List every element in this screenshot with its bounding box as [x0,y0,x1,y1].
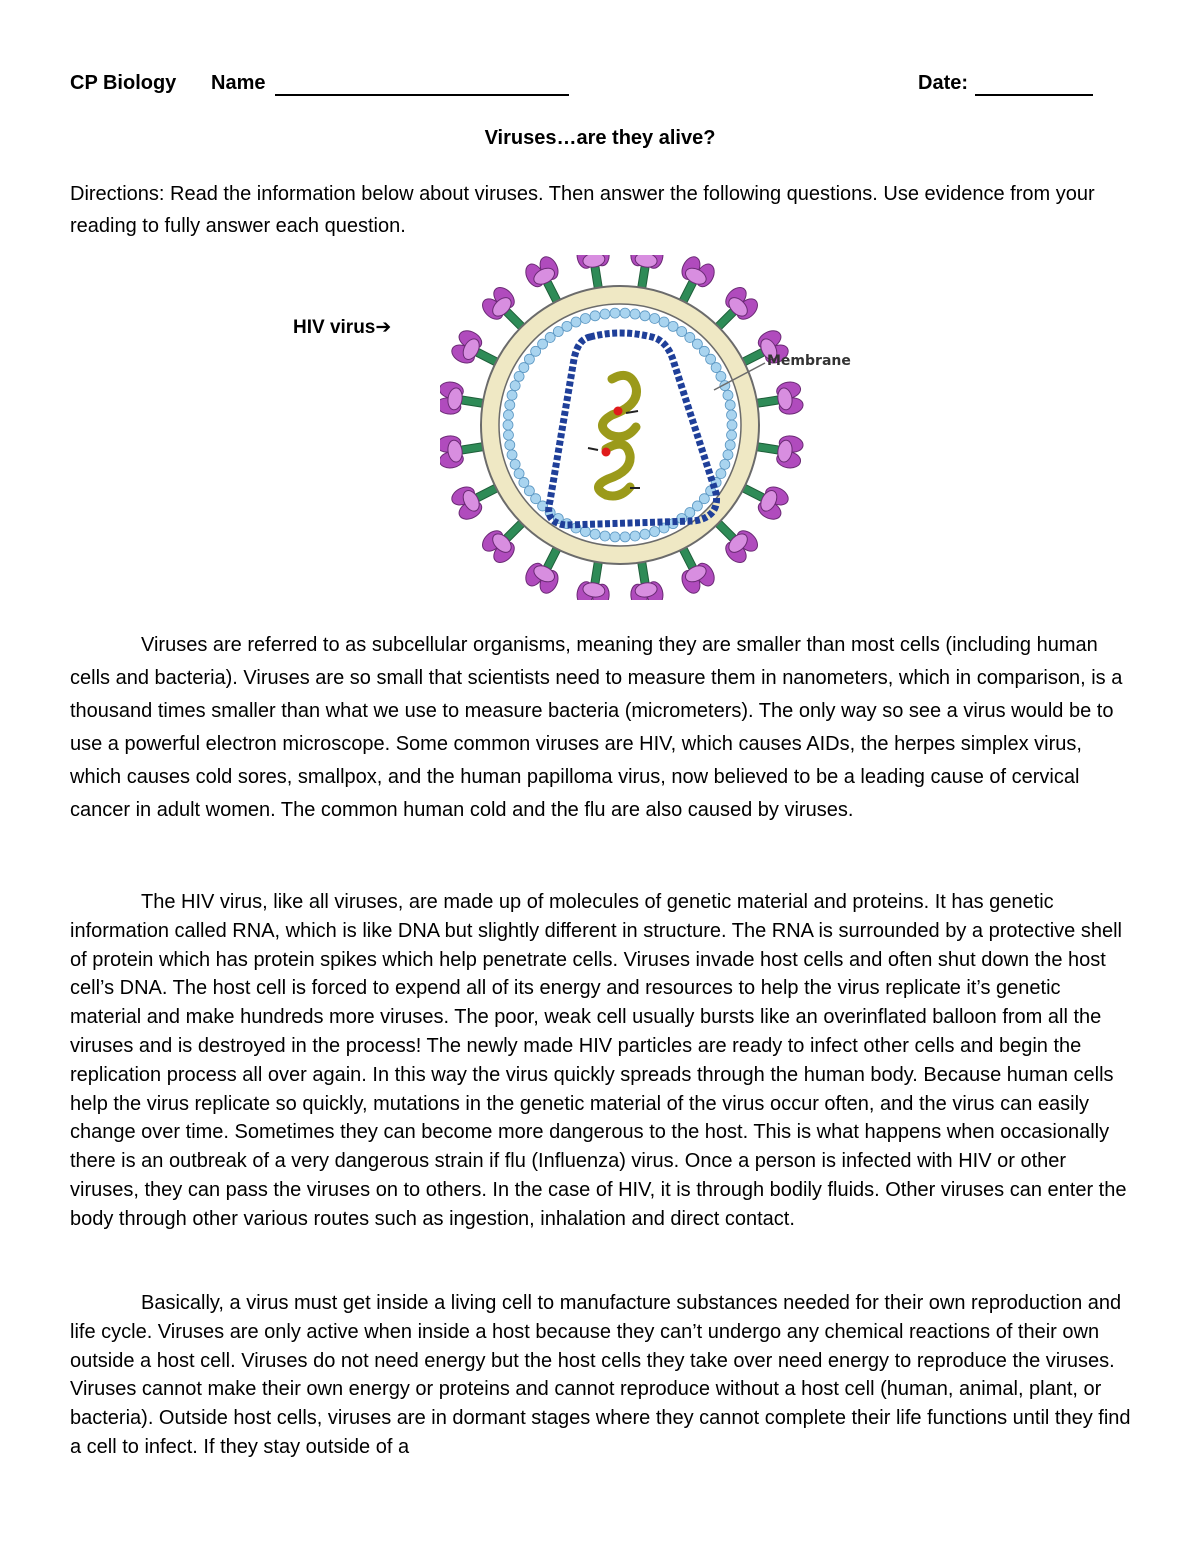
paragraph-3: Basically, a virus must get inside a living cell to manufacture substances needed for their own reproduction and life cycle. Viruses are only active when inside a host because they can’t undergo any chemical reactions of their own outside a host cell. Viruses do not need energy but the host cells they take over need energy to reproduce the viruses. Viruses cannot make their own energy or proteins and cannot reproduce without a host cell (human, animal, plant, or bacteria). Outside host cells, viruses are in dormant stages where they cannot complete their life functions until they find a cell to infect. If they stay outside of a [70,1292,1131,1458]
matrix-bead [580,313,590,323]
matrix-bead [720,459,730,469]
matrix-bead [610,308,620,318]
matrix-bead [590,529,600,539]
matrix-bead [507,450,517,460]
matrix-bead [510,381,520,391]
matrix-bead [610,532,620,542]
matrix-bead [514,371,524,381]
inner-membrane-ring [499,304,741,546]
matrix-bead [711,363,721,373]
matrix-bead [716,469,726,479]
matrix-bead [600,531,610,541]
matrix-bead [503,420,513,430]
matrix-bead [650,527,660,537]
matrix-bead [727,420,737,430]
hiv-virus-diagram [440,255,860,600]
matrix-bead [630,309,640,319]
matrix-bead [620,308,630,318]
matrix-bead [503,410,513,420]
enzyme-dot [602,448,611,457]
matrix-bead [580,527,590,537]
directions-text: Directions: Read the information below about viruses. Then answer the following questions. Use evidence from your reading to fully answer each question. [70,183,1095,237]
matrix-bead [505,400,515,410]
matrix-bead [630,531,640,541]
matrix-bead [725,400,735,410]
matrix-bead [590,311,600,321]
matrix-bead [716,371,726,381]
matrix-bead [519,477,529,487]
membrane-label: Membrane [767,353,851,369]
paragraph-1: Viruses are referred to as subcellular organisms, meaning they are smaller than most cells (including human cells and bacteria). Viruses are so small that scientists need to measure them in nanometers, which in comparison, is a thousand times smaller than what we use to measure bacteria (micrometers). The only way so see a virus would be to use a powerful electron microscope. Some common viruses are HIV, which causes AIDs, the herpes simplex virus, which causes cold sores, smallpox, and the human papilloma virus, now believed to be a leading cause of cervical cancer in adult women. The common human cold and the flu are also caused by viruses. [70,634,1123,821]
figure-label-text: HIV virus [293,317,376,338]
matrix-bead [507,390,517,400]
enzyme-dot [614,407,623,416]
matrix-bead [514,469,524,479]
course-title: CP Biology [70,72,177,94]
name-blank[interactable] [275,94,569,96]
matrix-bead [650,313,660,323]
arrow-right-icon: ➔ [375,317,392,338]
worksheet-header [70,72,1100,102]
worksheet-title: Viruses…are they alive? [484,127,716,149]
matrix-bead [659,317,669,327]
paragraph-2: The HIV virus, like all viruses, are made up of molecules of genetic material and proteins. It has genetic information called RNA, which is like DNA but slightly different in structure. The RNA is surrounded by a protective shell of protein which has protein spikes which help penetrate cells. Viruses invade host cells and often shut down the host cell’s DNA. The host cell is forced to expend all of its energy and resources to help the virus replicate it’s genetic material and make hundreds more viruses. The poor, weak cell usually bursts like an overinflated balloon from all the viruses and is destroyed in the process! The newly made HIV particles are ready to infect other cells and begin the replication process all over again. In this way the virus quickly spreads through the human body. Because human cells help the virus replicate so quickly, mutations in the genetic material of the virus occur often, and the virus can easily change over time. Sometimes they can become more dangerous to the host. This is what happens when occasionally there is an outbreak of a very dangerous strain if flu (Influenza) virus. Once a person is infected with HIV or other viruses, they can pass the viruses on to others. In the case of HIV, it is through bodily fluids. Other viruses can enter the body through other various routes such as ingestion, inhalation and direct contact. [70,891,1127,1230]
matrix-bead [727,430,737,440]
matrix-bead [725,440,735,450]
name-label: Name [211,72,266,94]
matrix-bead [640,311,650,321]
matrix-bead [503,430,513,440]
matrix-bead [562,321,572,331]
matrix-bead [640,529,650,539]
matrix-bead [600,309,610,319]
matrix-bead [510,459,520,469]
matrix-bead [620,532,630,542]
matrix-bead [505,440,515,450]
date-label: Date: [918,72,969,94]
matrix-bead [571,317,581,327]
matrix-bead [723,450,733,460]
date-blank[interactable] [975,94,1093,96]
matrix-bead [727,410,737,420]
figure-label [293,316,391,339]
matrix-bead [723,390,733,400]
